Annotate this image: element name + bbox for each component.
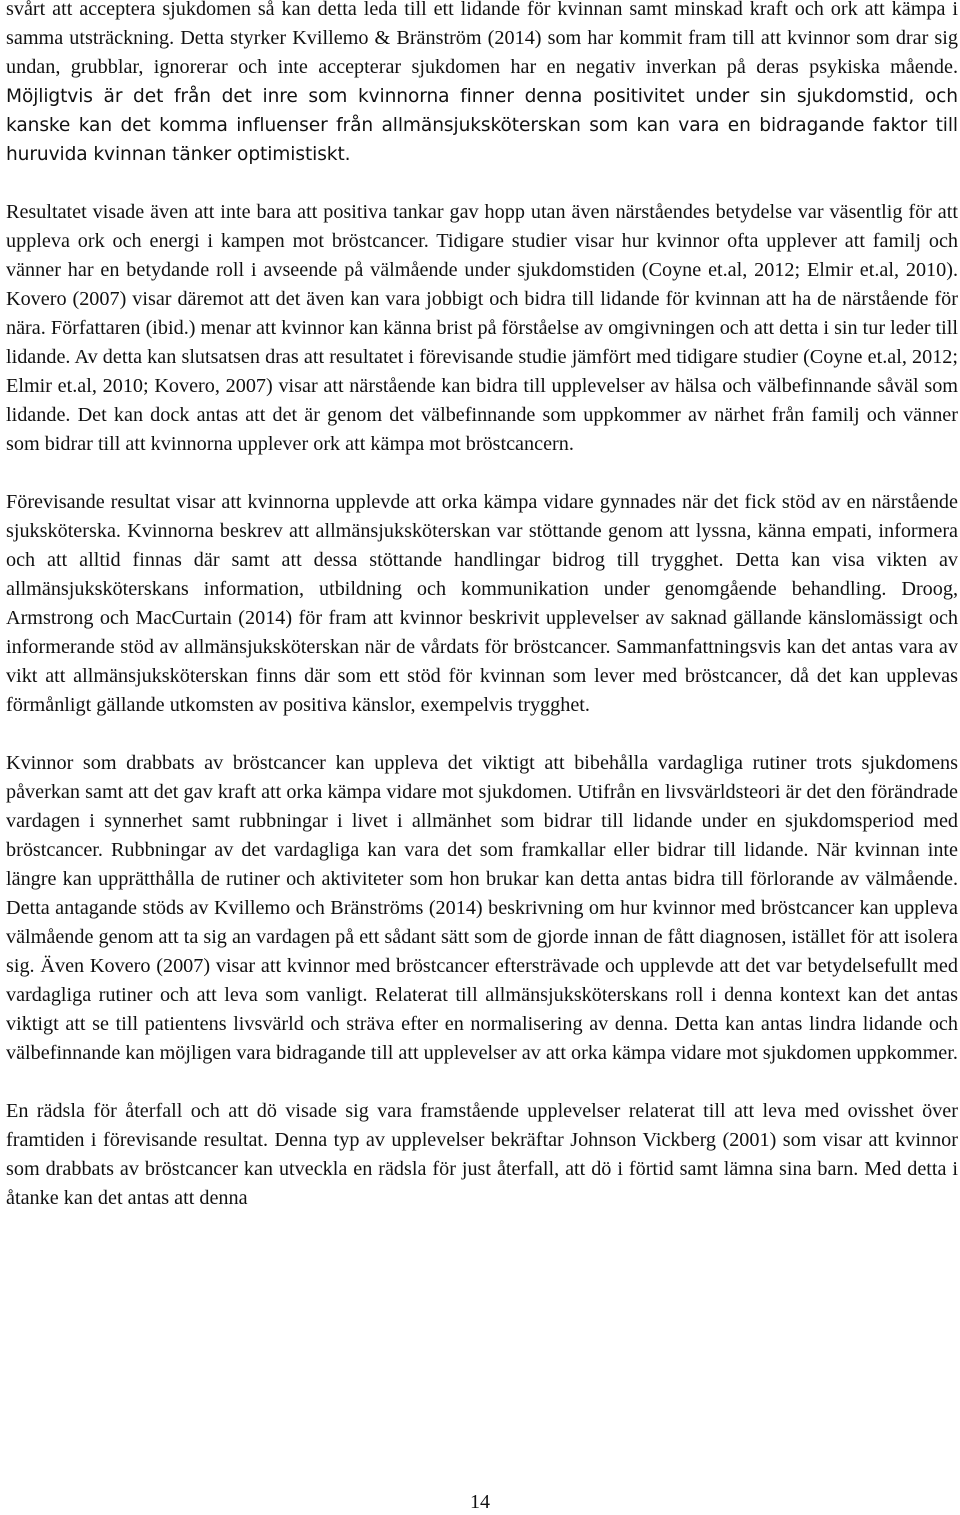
paragraph-1-text-continued: Möjligtvis är det från det inre som kvinnorna finner denna positivitet under sin sjukdomstid, och kanske kan det komma influenser från allmänsjuksköterskan som kan vara en bidragande faktor till huruvida kvinnan tänker optimistiskt. <box>6 86 958 165</box>
page-number: 14 <box>470 1491 490 1513</box>
document-body <box>6 0 958 1242</box>
paragraph-1-text: svårt att acceptera sjukdomen så kan detta leda till ett lidande för kvinnan samt minskad kraft och ork att kämpa i samma utsträckning. Detta styrker Kvillemo & Bränström (2014) som har kommit fram till att kvinnor som drar sig undan, grubblar, ignorerar och inte accepterar sjukdomen har en negativ inverkan på deras psykiska mående. <box>6 0 958 78</box>
paragraph-3-text: Förevisande resultat visar att kvinnorna upplevde att orka kämpa vidare gynnades när det fick stöd av en närstående sjuksköterska. Kvinnorna beskrev att allmänsjuksköterskan var stöttande genom att lyssna, känna empati, informera och att alltid finnas där samt att dessa stöttande handlingar bidrog till trygghet. Detta kan visa vikten av allmänsjuksköterskans information, utbildning och kommunikation under genomgående behandling. Droog, Armstrong och MacCurtain (2014) för fram att kvinnor beskrivit upplevelser av saknad gällande känslomässigt och informerande stöd av allmänsjuksköterskan när de vårdats för bröstcancer. Sammanfattningsvis kan det antas vara av vikt att allmänsjuksköterskan finns där som ett stöd för kvinnan som lever med bröstcancer, då det kan upplevas förmånligt gällande utkomsten av positiva känslor, exempelvis trygghet. <box>6 491 958 716</box>
paragraph-4 <box>6 749 958 1068</box>
paragraph-5 <box>6 1097 958 1213</box>
paragraph-2-text: Resultatet visade även att inte bara att positiva tankar gav hopp utan även närståendes betydelse var väsentlig för att uppleva ork och energi i kampen mot bröstcancer. Tidigare studier visar hur kvinnor ofta upplever att familj och vänner har en betydande roll i avseende på välmående under sjukdomstiden (Coyne et.al, 2012; Elmir et.al, 2010). Kovero (2007) visar däremot att det även kan vara jobbigt och bidra till lidande för kvinnan att ha de närstående för nära. Författaren (ibid.) menar att kvinnor kan känna brist på förståelse av omgivningen och att detta i sin tur leder till lidande. Av detta kan slutsatsen dras att resultatet i förevisande studie jämfört med tidigare studier (Coyne et.al, 2012; Elmir et.al, 2010; Kovero, 2007) visar att närstående kan bidra till upplevelser av hälsa och välbefinnande såväl som lidande. Det kan dock antas att det är genom det välbefinnande som uppkommer av närhet från familj och vänner som bidrar till att kvinnorna upplever ork att kämpa mot bröstcancern. <box>6 201 958 455</box>
paragraph-1 <box>6 0 958 169</box>
paragraph-5-text: En rädsla för återfall och att dö visade sig vara framstående upplevelser relaterat till att leva med ovisshet över framtiden i förevisande resultat. Denna typ av upplevelser bekräftar Johnson Vickberg (2001) som visar att kvinnor som drabbats av bröstcancer kan utveckla en rädsla för just återfall, att dö i förtid samt lämna sina barn. Med detta i åtanke kan det antas att denna <box>6 1100 958 1209</box>
paragraph-2 <box>6 198 958 459</box>
paragraph-4-text: Kvinnor som drabbats av bröstcancer kan uppleva det viktigt att bibehålla vardagliga rutiner trots sjukdomens påverkan samt att det gav kraft att orka kämpa vidare mot sjukdomen. Utifrån en livsvärldsteori är det den förändrade vardagen i synnerhet samt rubbningar i livet i allmänhet som bidrar till lidande under en sjukdomsperiod med bröstcancer. Rubbningar av det vardagliga kan vara det som framkallar eller bidrar till lidande. När kvinnan inte längre kan upprätthålla de rutiner och aktiviteter som hon brukar kan detta antas bidra till förlorande av välmående. Detta antagande stöds av Kvillemo och Bränströms (2014) beskrivning om hur kvinnor med bröstcancer kan uppleva välmående genom att ta sig an vardagen på ett sådant sätt som de gjorde innan de fått diagnosen, istället för att isolera sig. Även Kovero (2007) visar att kvinnor med bröstcancer eftersträvade och upplevde att det var betydelsefullt med vardagliga rutiner och att leva som vanligt. Relaterat till allmänsjuksköterskans roll i denna kontext kan det antas viktigt att se till patientens livsvärld och sträva efter en normalisering av denna. Detta kan antas lindra lidande och välbefinnande kan möjligen vara bidragande till att upplevelser av att orka kämpa vidare mot sjukdomen uppkommer. <box>6 752 958 1064</box>
paragraph-3 <box>6 488 958 720</box>
